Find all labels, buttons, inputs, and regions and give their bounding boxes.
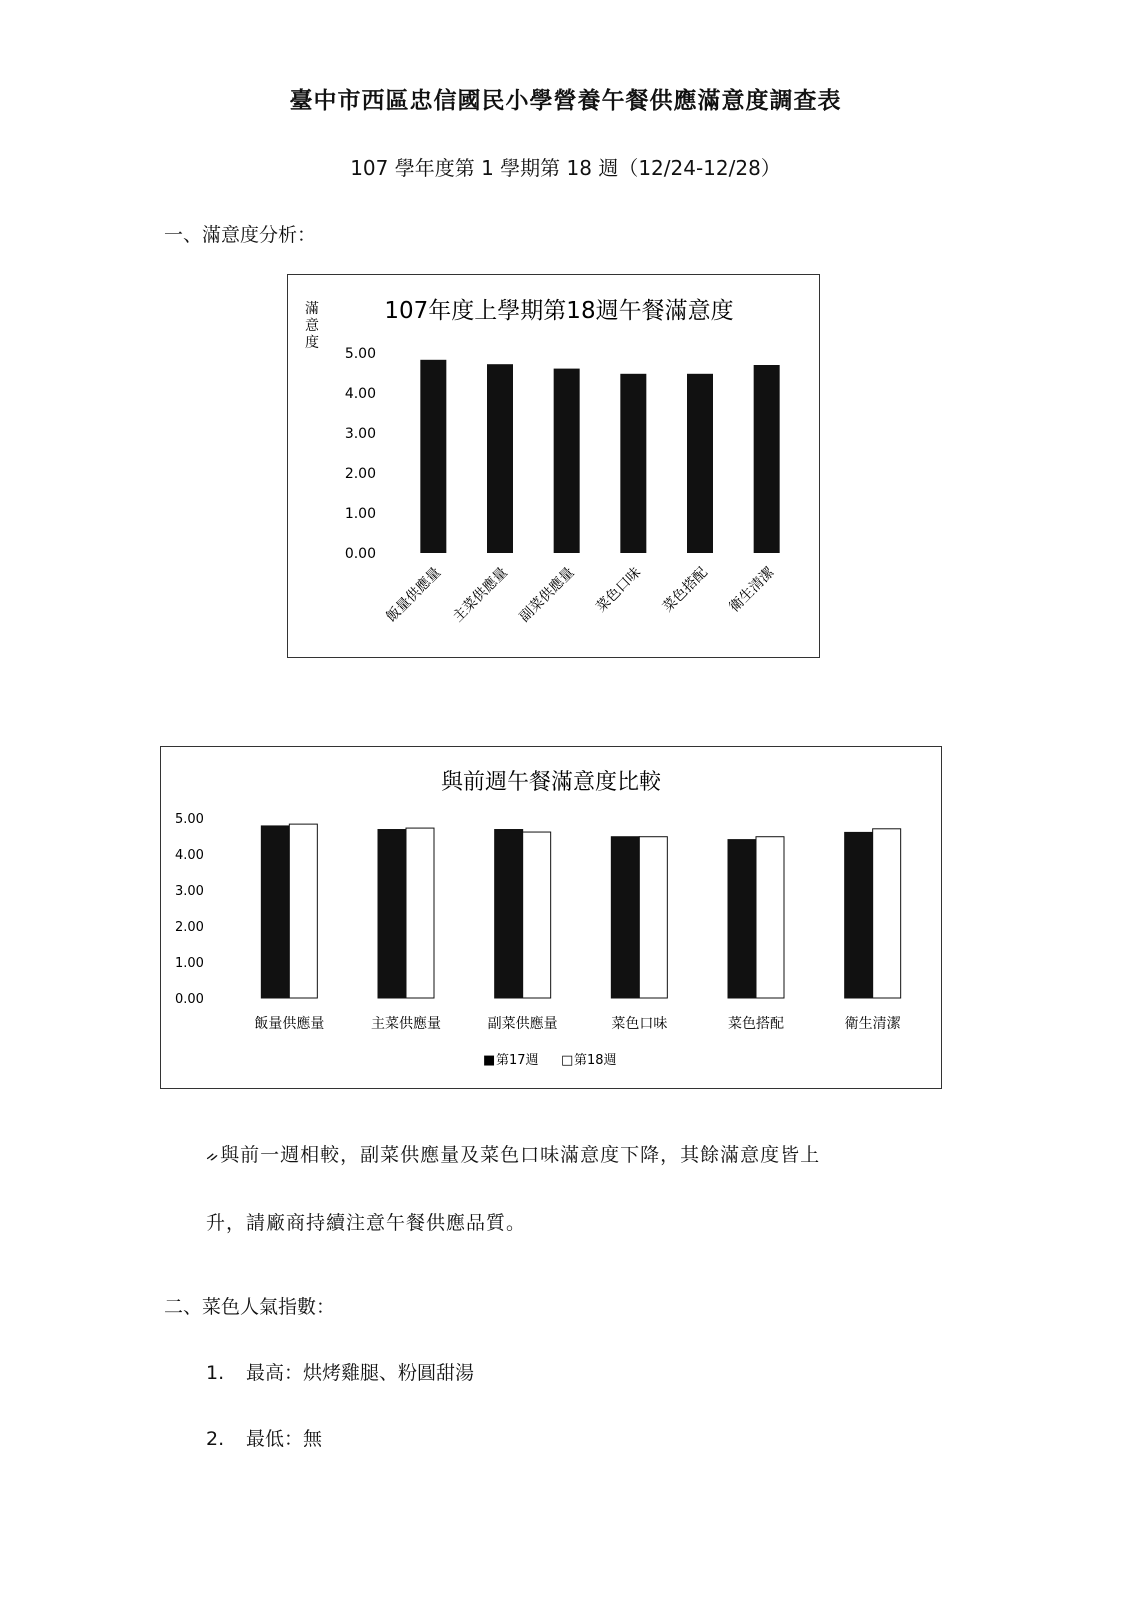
bar — [728, 840, 756, 998]
bar — [406, 828, 434, 998]
comparison-paragraph-line-1 — [206, 1140, 820, 1167]
bar — [378, 830, 406, 998]
x-tick-label: 飯量供應量 — [383, 564, 445, 626]
x-tick-label: 副菜供應量 — [487, 1016, 558, 1032]
y-tick-label: 2.00 — [344, 466, 376, 482]
y-tick-label: 0.00 — [344, 546, 376, 562]
legend-label: 第18週 — [574, 1053, 617, 1068]
bar — [845, 832, 873, 998]
x-tick-label: 副菜供應量 — [516, 564, 578, 626]
x-tick-label: 衛生清潔 — [844, 1016, 901, 1032]
y-tick-label: 3.00 — [175, 884, 204, 899]
x-tick-label: 菜色口味 — [593, 564, 645, 616]
paragraph-text-1: 與前一週相較，副菜供應量及菜色口味滿意度下降，其餘滿意度皆上 — [220, 1144, 821, 1166]
bar — [523, 832, 551, 998]
document-title: 臺中市西區忠信國民小學營養午餐供應滿意度調查表 — [289, 88, 842, 114]
chart-title: 與前週午餐滿意度比較 — [440, 770, 662, 795]
x-tick-label: 飯量供應量 — [254, 1016, 325, 1032]
x-tick-label: 主菜供應量 — [371, 1016, 441, 1032]
y-tick-label: 0.00 — [175, 992, 204, 1007]
bar — [554, 369, 580, 553]
y-tick-label: 4.00 — [175, 848, 204, 863]
y-tick-label: 3.00 — [344, 426, 376, 442]
y-axis-label: 度 — [305, 335, 319, 351]
x-tick-label: 主菜供應量 — [450, 564, 511, 626]
y-axis-label: 滿 — [305, 301, 319, 317]
bar — [420, 360, 446, 553]
bar — [289, 824, 317, 998]
document-subtitle: 107 學年度第 1 學期第 18 週（12/24-12/28） — [350, 156, 781, 180]
y-tick-label: 4.00 — [344, 386, 376, 402]
comparison-paragraph-line-2: 升，請廠商持續注意午餐供應品質。 — [206, 1212, 527, 1234]
list-item-text: 最高：烘烤雞腿、粉圓甜湯 — [246, 1362, 475, 1384]
bar — [261, 826, 289, 998]
chart-2-container — [160, 746, 942, 1089]
bar — [495, 830, 523, 998]
list-item — [206, 1358, 474, 1385]
bar — [611, 837, 639, 998]
chart-2-svg — [161, 747, 941, 1088]
list-item-number: 2. — [206, 1428, 225, 1450]
bar — [687, 374, 713, 553]
paragraph-bullet-icon: ᨀ — [206, 1146, 221, 1165]
legend-label: 第17週 — [496, 1053, 539, 1068]
x-tick-label: 菜色搭配 — [659, 564, 711, 616]
legend-marker: ■ — [483, 1053, 496, 1068]
x-tick-label: 菜色口味 — [611, 1016, 668, 1032]
y-tick-label: 1.00 — [175, 956, 204, 971]
bar — [487, 364, 513, 553]
chart-title: 107年度上學期第18週午餐滿意度 — [384, 298, 734, 324]
list-item-text: 最低：無 — [246, 1428, 323, 1450]
y-tick-label: 1.00 — [344, 506, 376, 522]
bar — [873, 829, 901, 998]
x-tick-label: 衛生清潔 — [726, 564, 778, 616]
x-tick-label: 菜色搭配 — [728, 1016, 784, 1032]
section-1-heading: 一、滿意度分析： — [164, 224, 317, 246]
y-tick-label: 5.00 — [344, 346, 376, 362]
legend-marker: □ — [561, 1053, 574, 1068]
y-tick-label: 2.00 — [175, 920, 204, 935]
y-tick-label: 5.00 — [175, 812, 204, 827]
bar — [620, 374, 646, 553]
chart-1-svg — [288, 275, 819, 657]
bar — [756, 837, 784, 998]
y-axis-label: 意 — [305, 318, 319, 334]
chart-1-container — [287, 274, 820, 658]
bar — [639, 837, 667, 998]
list-item — [206, 1424, 322, 1451]
list-item-number: 1. — [206, 1362, 225, 1384]
bar — [754, 365, 780, 553]
section-2-heading: 二、菜色人氣指數： — [164, 1296, 336, 1318]
